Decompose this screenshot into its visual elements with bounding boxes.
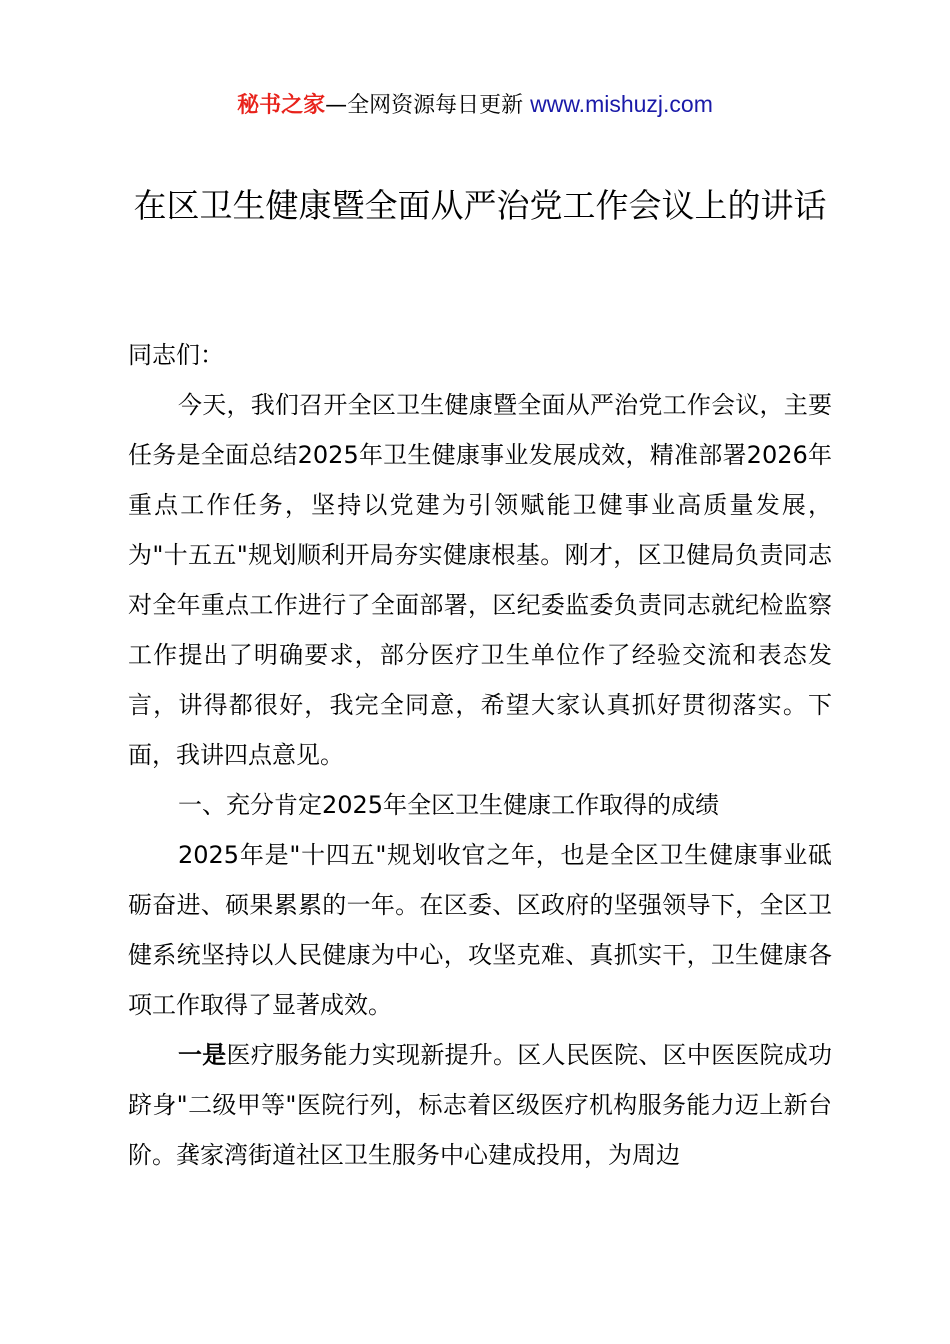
point-one-text: 医疗服务能力实现新提升。区人民医院、区中医医院成功跻身"二级甲等"医院行列，标志着区级医疗机构服务能力迈上新台阶。龚家湾街道社区卫生服务中心建成投用，为周边 — [128, 1041, 833, 1169]
point-one-lead: 一是 — [178, 1041, 227, 1069]
document-title: 在区卫生健康暨全面从严治党工作会议上的讲话 — [133, 186, 827, 225]
section-heading-one: 一、充分肯定2025年全区卫生健康工作取得的成绩 — [178, 791, 720, 819]
paragraph-point-one — [128, 1030, 832, 1180]
site-tagline: —全网资源每日更新 — [325, 93, 524, 118]
brand-name: 秘书之家 — [237, 93, 326, 118]
document-body — [128, 330, 832, 1180]
site-header — [0, 88, 950, 122]
site-url-link[interactable]: www.mishuzj.com — [530, 91, 713, 117]
paragraph-achievements: 2025年是"十四五"规划收官之年，也是全区卫生健康事业砥砺奋进、硕果累累的一年。在区委、区政府的坚强领导下，全区卫健系统坚持以人民健康为中心，攻坚克难、真抓实干，卫生健康各项工作取得了显著成效。 — [128, 841, 832, 1019]
salutation: 同志们： — [128, 341, 224, 369]
paragraph-intro: 今天，我们召开全区卫生健康暨全面从严治党工作会议，主要任务是全面总结2025年卫生健康事业发展成效，精准部署2026年重点工作任务，坚持以党建为引领赋能卫健事业高质量发展，为"十五五"规划顺利开局夯实健康根基。刚才，区卫健局负责同志对全年重点工作进行了全面部署，区纪委监委负责同志就纪检监察工作提出了明确要求，部分医疗卫生单位作了经验交流和表态发言，讲得都很好，我完全同意，希望大家认真抓好贯彻落实。下面，我讲四点意见。 — [128, 391, 832, 769]
